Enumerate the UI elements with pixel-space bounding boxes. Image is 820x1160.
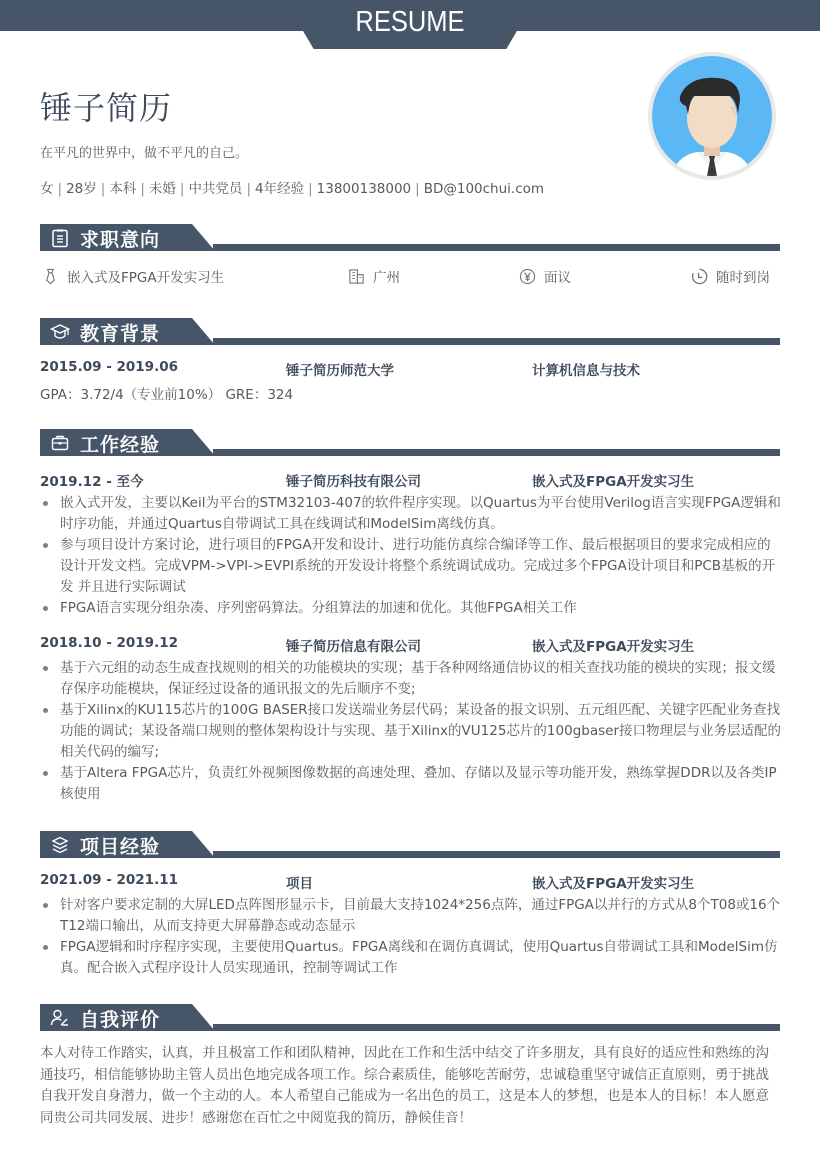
project-bullets (40, 895, 782, 979)
info-phone: 13800138000 (316, 181, 412, 197)
avatar-illustration-icon (652, 56, 772, 176)
entry-company: 锤子简历科技有限公司 (286, 474, 421, 490)
list-item: FPGA语言实现分组杂凑、序列密码算法。分组算法的加速和优化。其他FPGA相关工作 (40, 598, 782, 619)
section-divider (213, 449, 780, 456)
entry-date: 2021.09 - 2021.11 (40, 872, 178, 888)
section-divider (213, 338, 780, 345)
list-item: 参与项目设计方案讨论，进行项目的FPGA开发和设计、进行功能仿真综合编译等工作、最后根据项目的要求完成相应的设计开发文档。完成VPM->VPI->EVPI系统的开发设计将整个系统调试成功。完成过多个FPGA设计项目和PCB基板的开发 并且进行实际调试 (40, 535, 782, 598)
candidate-name: 锤子简历 (40, 89, 173, 127)
section-title: 项目经验 (80, 836, 161, 858)
section-divider (213, 244, 780, 251)
tie-icon (42, 268, 59, 285)
avatar (648, 52, 776, 180)
entry-major: 计算机信息与技术 (532, 363, 640, 379)
building-icon (348, 268, 365, 285)
intent-availability: 随时到岗 (691, 266, 770, 286)
info-politics: 中共党员 (188, 181, 243, 197)
list-item: 基于Altera FPGA芯片，负责红外视频图像数据的高速处理、叠加、存储以及显示等功能开发，熟练掌握DDR以及各类IP核使用 (40, 763, 782, 805)
clock-icon (691, 268, 708, 285)
section-title: 教育背景 (80, 323, 161, 345)
user-pen-icon (50, 1008, 70, 1028)
list-item: 嵌入式开发，主要以Keil为平台的STM32103-407的软件程序实现。以Quartus为平台使用Verilog语言实现FPGA逻辑和时序功能，并通过Quartus自带调试工具在线调试和ModelSim离线仿真。 (40, 493, 782, 535)
entry-company: 锤子简历信息有限公司 (286, 639, 421, 655)
section-self-evaluation (40, 1004, 780, 1032)
project-entry-header (40, 872, 780, 890)
section-intent (40, 224, 780, 252)
entry-role: 嵌入式及FPGA开发实习生 (532, 876, 695, 892)
resume-title: RESUME (355, 6, 465, 38)
info-degree: 本科 (109, 181, 137, 197)
layers-icon (50, 835, 70, 855)
job-intent-row (40, 266, 780, 286)
entry-role: 嵌入式及FPGA开发实习生 (532, 639, 695, 655)
info-gender: 女 (40, 181, 54, 197)
motto: 在平凡的世界中，做不平凡的自己。 (40, 146, 249, 161)
work-bullets (40, 658, 782, 805)
list-item: FPGA逻辑和时序程序实现，主要使用Quartus。FPGA离线和在调仿真调试，使用Quartus自带调试工具和ModelSim仿真。配合嵌入式程序设计人员实现通讯，控制等调试工作 (40, 937, 782, 979)
intent-city: 广州 (348, 266, 400, 286)
self-evaluation-text: 本人对待工作踏实，认真，并且极富工作和团队精神，因此在工作和生活中结交了许多朋友，具有良好的适应性和熟练的沟通技巧，相信能够协助主管人员出色地完成各项工作。综合素质佳，能够吃苦耐劳，忠诚稳重坚守诚信正直原则，勇于挑战自我开发自身潜力，做一个主动的人。本人希望自己能成为一名出色的员工，这是本人的梦想，也是本人的目标！本人愿意同贵公司共同发展、进步！感谢您在百忙之中阅览我的简历，静候佳音！ (40, 1045, 769, 1126)
list-item: 针对客户要求定制的大屏LED点阵图形显示卡，目前最大支持1024*256点阵，通过FPGA以并行的方式从8个T08或16个T12端口输出，从而支持更大屏幕静态或动态显示 (40, 895, 782, 937)
graduation-cap-icon (50, 322, 70, 342)
work-entry-header (40, 635, 780, 653)
info-age: 28岁 (66, 181, 97, 197)
work-bullets (40, 493, 782, 619)
education-detail: GPA：3.72/4（专业前10%） GRE：324 (40, 387, 294, 403)
info-marital: 未婚 (148, 181, 176, 197)
section-title: 求职意向 (80, 229, 161, 251)
entry-date: 2018.10 - 2019.12 (40, 635, 178, 651)
briefcase-icon (50, 433, 70, 453)
section-education (40, 318, 780, 346)
section-divider (213, 1024, 780, 1031)
info-email[interactable]: BD@100chui.com (423, 181, 545, 197)
section-title: 自我评价 (80, 1009, 161, 1031)
section-work (40, 429, 780, 457)
section-project (40, 831, 780, 859)
entry-date: 2015.09 - 2019.06 (40, 359, 178, 375)
intent-position: 嵌入式及FPGA开发实习生 (42, 266, 224, 286)
entry-school: 锤子简历师范大学 (286, 363, 394, 379)
info-experience: 4年经验 (255, 181, 305, 197)
intent-salary: 面议 (519, 266, 571, 286)
entry-role: 嵌入式及FPGA开发实习生 (532, 474, 695, 490)
list-item: 基于Xilinx的KU115芯片的100G BASER接口发送端业务层代码；某设备的报文识别、五元组匹配、关键字匹配业务查找功能的调试；某设备端口规则的整体架构设计与实现、基于Xilinx的VU125芯片的100gbaser接口物理层与业务层适配的相关代码的编写; (40, 700, 782, 763)
entry-project: 项目 (286, 876, 313, 892)
work-entry-header (40, 470, 780, 488)
yen-icon (519, 268, 536, 285)
list-item: 基于六元组的动态生成查找规则的相关的功能模块的实现；基于各种网络通信协议的相关查找功能的模块的实现；报文缓存保序功能模块，保证经过设备的通讯报文的先后顺序不变; (40, 658, 782, 700)
entry-date: 2019.12 - 至今 (40, 474, 144, 490)
section-divider (213, 851, 780, 858)
section-title: 工作经验 (80, 434, 161, 456)
personal-info: 女 | 28岁 | 本科 | 未婚 | 中共党员 | 4年经验 | 13800138000 | BD@100chui.com (40, 181, 545, 197)
clipboard-icon (50, 228, 70, 248)
education-entry-header (40, 359, 780, 377)
